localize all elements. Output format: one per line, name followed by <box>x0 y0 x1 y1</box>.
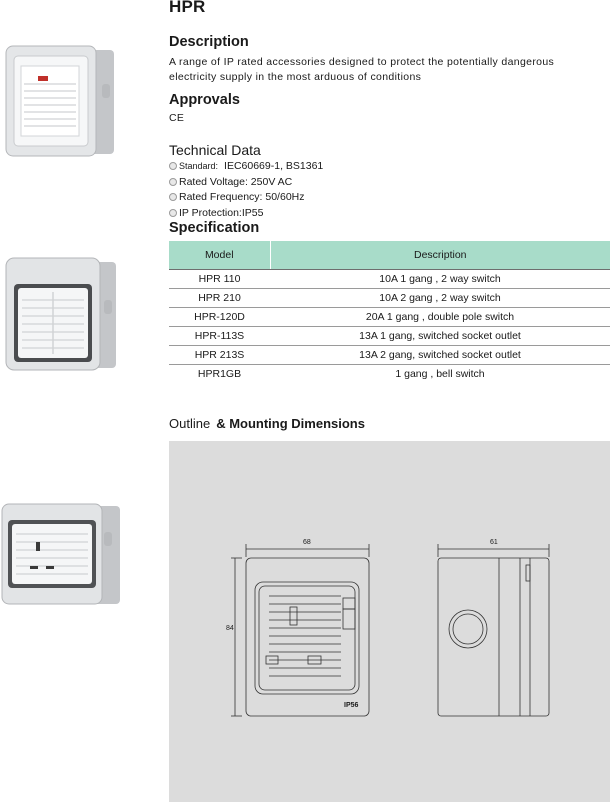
technical-data-heading: Technical Data <box>169 142 261 158</box>
table-row <box>169 307 610 326</box>
cell-description: 10A 2 gang , 2 way switch <box>270 288 610 307</box>
product-photo-switch-single <box>4 44 116 160</box>
outline-heading-light: Outline <box>169 416 211 431</box>
cell-model: HPR1GB <box>197 367 242 380</box>
technical-data-list <box>169 158 323 221</box>
cell-model: HPR 213S <box>169 345 270 364</box>
height-dimension-label: 84 <box>226 625 234 632</box>
technical-data-item <box>169 205 323 221</box>
bullet-icon <box>169 162 177 170</box>
td-label-frequency: Rated Frequency: 50/60Hz <box>179 191 305 204</box>
cell-description: 20A 1 gang , double pole switch <box>270 307 610 326</box>
bullet-icon <box>169 209 177 217</box>
cell-description: 13A 1 gang, switched socket outlet <box>270 326 610 345</box>
table-header-row <box>169 241 610 269</box>
table-row <box>169 326 610 345</box>
bullet-icon <box>169 193 177 201</box>
description-line-2: electricity supply in the most arduous of conditions <box>169 71 422 83</box>
table-row <box>169 364 610 383</box>
description-line-1: A range of IP rated accessories designed to protect the potentially dangerous <box>169 56 555 68</box>
product-code-title: HPR <box>169 0 206 16</box>
td-label-voltage: Rated Voltage: 250V AC <box>179 175 293 188</box>
width-dimension-label: 68 <box>303 539 311 546</box>
cell-model: HPR-113S <box>169 326 270 345</box>
outline-heading <box>169 416 365 431</box>
specification-heading: Specification <box>169 220 260 236</box>
description-heading: Description <box>169 34 249 50</box>
technical-data-item <box>169 190 323 206</box>
cell-model: HPR-120D <box>169 307 270 326</box>
cell-description: 13A 2 gang, switched socket outlet <box>270 345 610 364</box>
bullet-icon <box>169 178 177 186</box>
outline-heading-bold: & Mounting Dimensions <box>216 416 365 431</box>
td-label-standard: Standard: <box>179 160 219 171</box>
product-photo-switch-double <box>4 256 118 374</box>
approvals-text: CE <box>169 112 185 124</box>
table-row <box>169 269 610 288</box>
column-header-description: Description <box>270 241 610 269</box>
depth-dimension-label: 61 <box>490 539 498 546</box>
td-value-standard: IEC60669-1, BS1361 <box>224 159 324 172</box>
description-text <box>169 55 554 85</box>
cell-model: HPR 110 <box>169 269 270 288</box>
ip-rating-label: IP56 <box>344 702 359 709</box>
approvals-heading: Approvals <box>169 92 240 108</box>
specification-table <box>169 241 610 383</box>
product-photo-socket-outlet <box>0 502 122 606</box>
column-header-model: Model <box>169 241 270 269</box>
cell-description: 1 gang , bell switch <box>395 367 485 380</box>
table-row <box>169 345 610 364</box>
technical-data-item <box>169 174 323 190</box>
outline-drawing <box>169 441 610 802</box>
cell-model: HPR 210 <box>169 288 270 307</box>
technical-data-item <box>169 158 323 174</box>
td-label-ip: IP Protection:IP55 <box>179 207 264 220</box>
outline-drawing-panel <box>169 441 610 802</box>
cell-description: 10A 1 gang , 2 way switch <box>270 269 610 288</box>
table-row <box>169 288 610 307</box>
